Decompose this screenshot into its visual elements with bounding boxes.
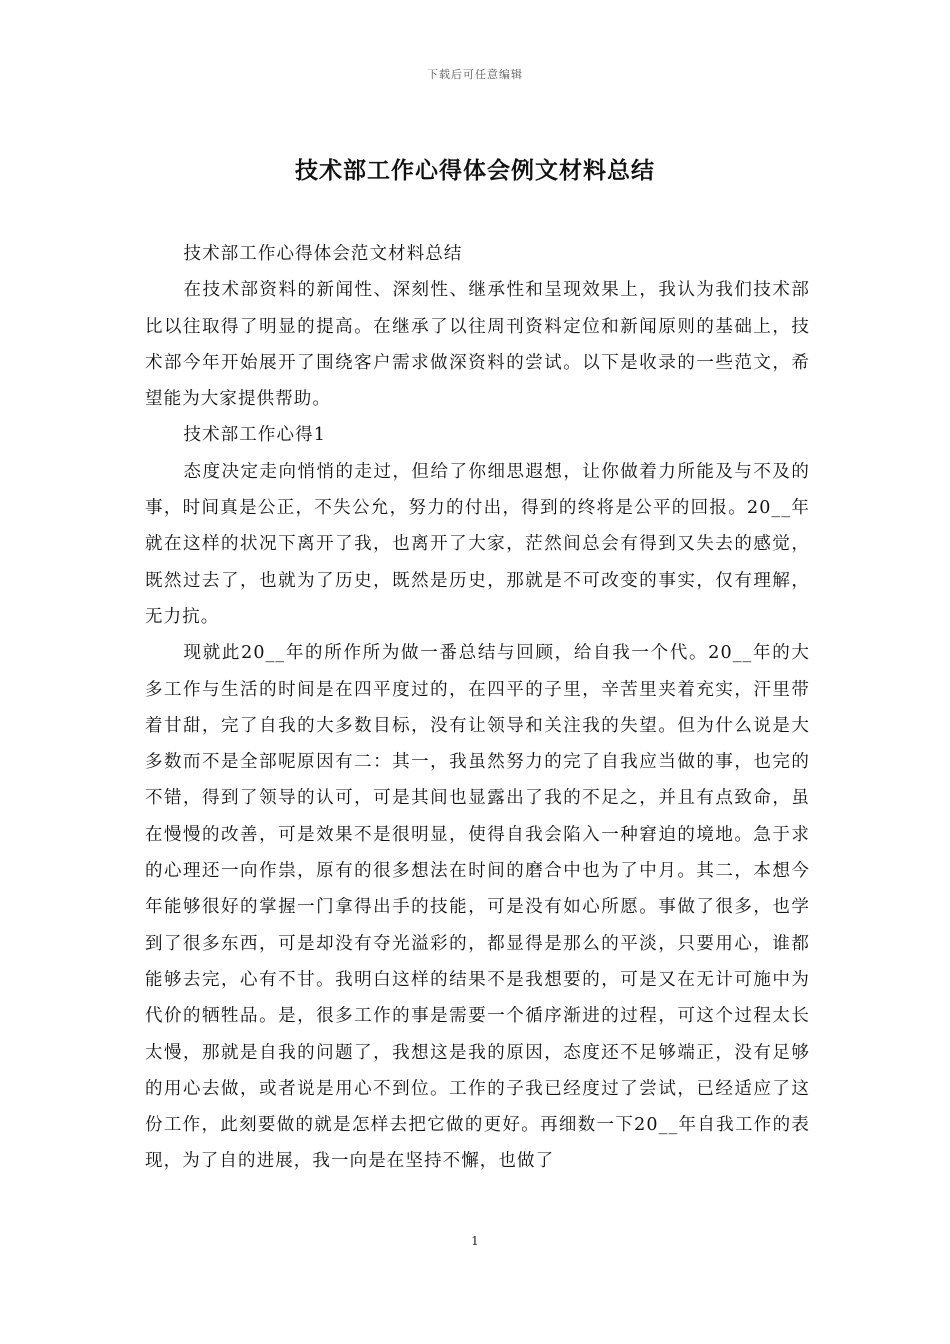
document-body: [145, 236, 810, 1180]
subtitle-paragraph: 技术部工作心得体会范文材料总结: [183, 244, 463, 264]
body-paragraph: 现就此20__年的所作所为做一番总结与回顾，给自我一个代。20__年的大多工作与生活的时间是在四平度过的，在四平的子里，辛苦里夹着充实，汗里带着甘甜，完了自我的大多数目标，没有让领导和关注我的失望。但为什么说是大多数而不是全部呢原因有二：其一，我虽然努力的完了自我应当做的事，也完的不错，得到了领导的认可，可是其间也显露出了我的不足之，并且有点致命，虽在慢慢的改善，可是效果不是很明显，使得自我会陷入一种窘迫的境地。急于求的心理还一向作祟，原有的很多想法在时间的磨合中也为了中月。其二，本想今年能够很好的掌握一门拿得出手的技能，可是没有如心所愿。事做了很多，也学到了很多东西，可是却没有夺光溢彩的，都显得是那么的平淡，只要用心，谁都能够去完，心有不甘。我明白这样的结果不是我想要的，可是又在无计可施中为代价的牺牲品。是，很多工作的事是需要一个循序渐进的过程，可这个过程太长太慢，那就是自我的问题了，我想这是我的原因，态度还不足够端正，没有足够的用心去做，或者说是用心不到位。工作的子我已经度过了尝试，已经适应了这份工作，此刻要做的就是怎样去把它做的更好。再细数一下20__年自我工作的表现，为了自的进展，我一向是在坚持不懈，也做了: [145, 643, 810, 1172]
intro-paragraph: 在技术部资料的新闻性、深刻性、继承性和呈现效果上，我认为我们技术部比以往取得了明显的提高。在继承了以往周刊资料定位和新闻原则的基础上，技术部今年开始展开了围绕客户需求做深资料的尝试。以下是收录的一些范文，希望能为大家提供帮助。: [145, 280, 810, 410]
header-note: 下载后可任意编辑: [427, 68, 523, 81]
body-paragraph: 态度决定走向悄悄的走过，但给了你细思遐想，让你做着力所能及与不及的事，时间真是公正，不失公允，努力的付出，得到的终将是公平的回报。20__年就在这样的状况下离开了我，也离开了大家，茫然间总会有得到又失去的感觉，既然过去了，也就为了历史，既然是历史，那就是不可改变的事实，仅有理解，无力抗。: [145, 461, 810, 627]
page-number: 1: [471, 1234, 479, 1248]
document-title: 技术部工作心得体会例文材料总结: [295, 157, 655, 184]
section-heading: 技术部工作心得1: [183, 425, 326, 446]
